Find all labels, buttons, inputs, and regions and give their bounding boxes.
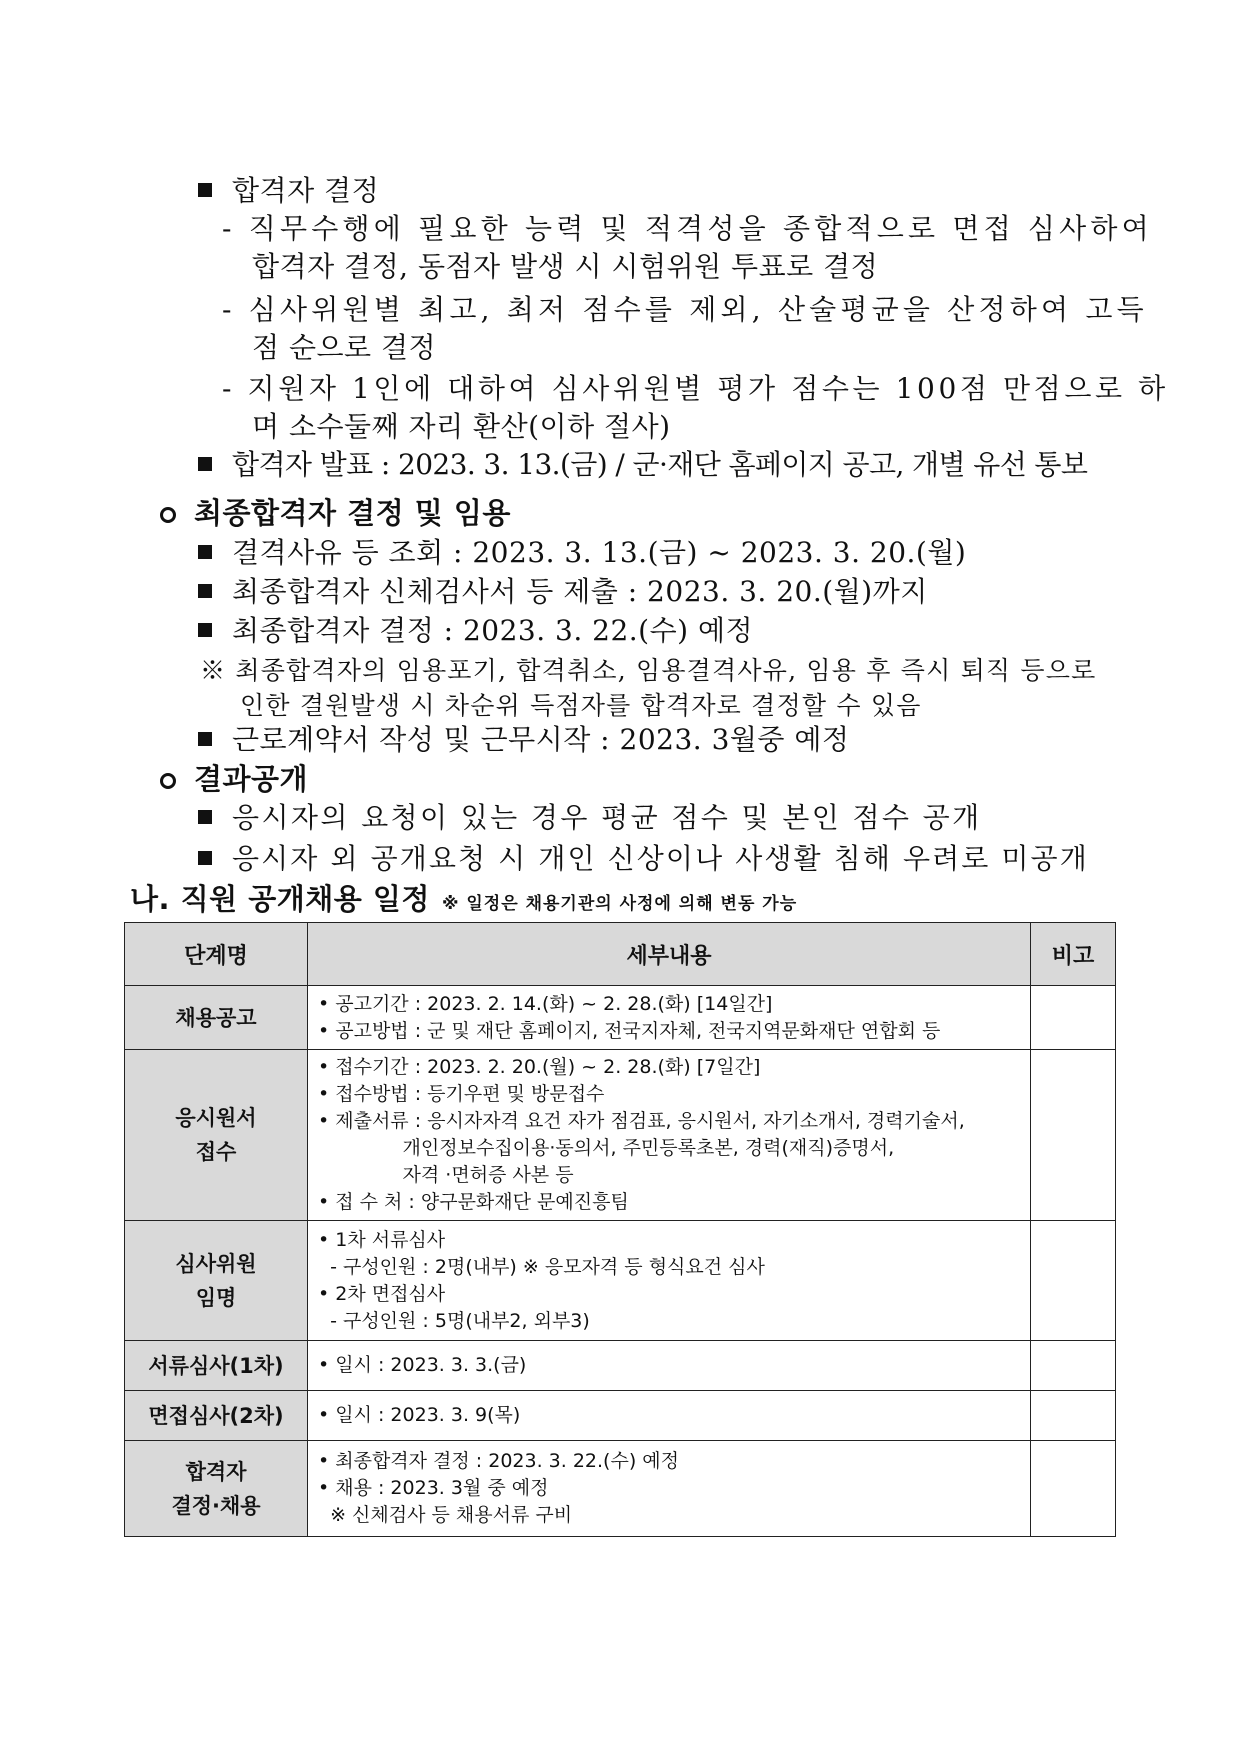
bullet-item bbox=[198, 446, 1087, 484]
detail-line: • 채용 : 2023. 3월 중 예정 bbox=[318, 1477, 549, 1499]
heading-final-selection bbox=[160, 494, 511, 532]
detail-line: • 접 수 처 : 양구문화재단 문예진흥팀 bbox=[318, 1191, 629, 1213]
item-text: - 지원자 1인에 대하여 심사위원별 평가 점수는 100점 만점으로 하 bbox=[222, 372, 1169, 405]
item-text: 점 순으로 결정 bbox=[252, 331, 437, 364]
stage-cell bbox=[125, 1221, 308, 1341]
note-line bbox=[200, 652, 1096, 690]
stage-name-line2: 임명 bbox=[195, 1285, 237, 1310]
remarks-cell bbox=[1031, 1441, 1116, 1537]
circle-bullet-icon bbox=[160, 773, 176, 789]
table-row bbox=[125, 1391, 1116, 1441]
detail-line: • 최종합격자 결정 : 2023. 3. 22.(수) 예정 bbox=[318, 1450, 679, 1472]
bullet-item bbox=[198, 840, 1089, 878]
details-cell bbox=[308, 1050, 1031, 1221]
dash-item bbox=[222, 291, 1148, 329]
item-text: 근로계약서 작성 및 근무시작 : 2023. 3월중 예정 bbox=[232, 723, 850, 756]
detail-line: 개인정보수집이용·동의서, 주민등록초본, 경력(재직)증명서, bbox=[318, 1137, 895, 1159]
item-text: 최종합격자 신체검사서 등 제출 : 2023. 3. 20.(월)까지 bbox=[232, 575, 928, 608]
note-line-cont bbox=[240, 687, 922, 725]
column-header-stage: 단계명 bbox=[125, 923, 308, 986]
stage-name-line2: 접수 bbox=[195, 1140, 237, 1164]
square-bullet-icon bbox=[198, 732, 212, 746]
detail-line: - 구성인원 : 5명(내부2, 외부3) bbox=[318, 1309, 590, 1332]
bullet-item bbox=[198, 172, 379, 210]
item-text: - 심사위원별 최고, 최저 점수를 제외, 산술평균을 산정하여 고득 bbox=[222, 293, 1148, 326]
table-row bbox=[125, 1441, 1116, 1537]
stage-name: 채용공고 bbox=[175, 1005, 257, 1030]
bullet-item bbox=[198, 612, 753, 650]
bullet-item bbox=[198, 534, 966, 572]
detail-line: • 공고방법 : 군 및 재단 홈페이지, 전국지자체, 전국지역문화재단 연합회 등 bbox=[318, 1019, 941, 1042]
item-text: 응시자 외 공개요청 시 개인 신상이나 사생활 침해 우려로 미공개 bbox=[232, 842, 1089, 875]
stage-name: 합격자 bbox=[185, 1459, 247, 1484]
table-row bbox=[125, 1050, 1116, 1221]
stage-name: 응시원서 bbox=[175, 1106, 257, 1130]
details-cell bbox=[308, 1221, 1031, 1341]
details-cell bbox=[308, 1341, 1031, 1391]
details-cell bbox=[308, 986, 1031, 1050]
item-text: 최종합격자 결정 : 2023. 3. 22.(수) 예정 bbox=[232, 614, 754, 647]
bullet-item bbox=[198, 799, 982, 837]
stage-cell bbox=[125, 1341, 308, 1391]
item-text: 응시자의 요청이 있는 경우 평균 점수 및 본인 점수 공개 bbox=[232, 801, 982, 834]
square-bullet-icon bbox=[198, 810, 212, 824]
detail-line: • 2차 면접심사 bbox=[318, 1282, 446, 1305]
stage-name: 면접심사(2차) bbox=[148, 1403, 284, 1428]
remarks-cell bbox=[1031, 1050, 1116, 1221]
detail-line: • 공고기간 : 2023. 2. 14.(화) ~ 2. 28.(화) [14일간] bbox=[318, 992, 773, 1015]
detail-line: • 제출서류 : 응시자자격 요건 자가 점검표, 응시원서, 자기소개서, 경력기술서, bbox=[318, 1110, 965, 1132]
stage-cell bbox=[125, 1050, 308, 1221]
item-text: 며 소수둘째 자리 환산(이하 절사) bbox=[252, 410, 671, 443]
note-text: 인한 결원발생 시 차순위 득점자를 합격자로 결정할 수 있음 bbox=[240, 691, 922, 720]
dash-item-cont bbox=[252, 329, 436, 367]
detail-line: 자격 ·면허증 사본 등 bbox=[318, 1164, 574, 1186]
heading-result-disclosure bbox=[160, 760, 308, 798]
detail-line: • 접수기간 : 2023. 2. 20.(월) ~ 2. 28.(화) [7일간] bbox=[318, 1056, 761, 1078]
dash-item bbox=[222, 370, 1169, 408]
stage-cell bbox=[125, 1441, 308, 1537]
column-header-details: 세부내용 bbox=[308, 923, 1031, 986]
stage-cell bbox=[125, 1391, 308, 1441]
section-heading bbox=[130, 880, 797, 923]
square-bullet-icon bbox=[198, 584, 212, 598]
detail-line: • 1차 서류심사 bbox=[318, 1228, 446, 1251]
square-bullet-icon bbox=[198, 851, 212, 865]
section-note: ※ 일정은 채용기관의 사정에 의해 변동 가능 bbox=[441, 894, 798, 914]
note-text: ※ 최종합격자의 임용포기, 합격취소, 임용결격사유, 임용 후 즉시 퇴직 등으로 bbox=[200, 656, 1097, 685]
item-text: 결격사유 등 조회 : 2023. 3. 13.(금) ~ 2023. 3. 20.(월) bbox=[232, 536, 967, 569]
detail-line: - 구성인원 : 2명(내부) ※ 응모자격 등 형식요건 심사 bbox=[318, 1255, 765, 1278]
bullet-item bbox=[198, 573, 928, 611]
detail-line: • 일시 : 2023. 3. 3.(금) bbox=[318, 1354, 527, 1376]
item-text: 합격자 결정, 동점자 발생 시 시험위원 투표로 결정 bbox=[252, 250, 879, 283]
heading-text: 결과공개 bbox=[194, 762, 309, 796]
detail-line: • 일시 : 2023. 3. 9(목) bbox=[318, 1404, 521, 1426]
square-bullet-icon bbox=[198, 623, 212, 637]
heading-text: 최종합격자 결정 및 임용 bbox=[194, 496, 511, 530]
item-text: 합격자 결정 bbox=[232, 174, 380, 207]
square-bullet-icon bbox=[198, 457, 212, 471]
detail-line: • 접수방법 : 등기우편 및 방문접수 bbox=[318, 1083, 605, 1105]
bullet-item bbox=[198, 721, 849, 759]
remarks-cell bbox=[1031, 1391, 1116, 1441]
square-bullet-icon bbox=[198, 545, 212, 559]
square-bullet-icon bbox=[198, 183, 212, 197]
stage-cell bbox=[125, 986, 308, 1050]
circle-bullet-icon bbox=[160, 507, 176, 523]
detail-line: ※ 신체검사 등 채용서류 구비 bbox=[318, 1504, 573, 1526]
details-cell bbox=[308, 1441, 1031, 1537]
item-text: - 직무수행에 필요한 능력 및 적격성을 종합적으로 면접 심사하여 bbox=[222, 212, 1153, 245]
details-cell bbox=[308, 1391, 1031, 1441]
stage-name: 심사위원 bbox=[175, 1251, 257, 1276]
table-row bbox=[125, 1221, 1116, 1341]
section-title: 나. 직원 공개채용 일정 bbox=[130, 882, 430, 916]
stage-name-line2: 결정·채용 bbox=[171, 1493, 261, 1518]
remarks-cell bbox=[1031, 1341, 1116, 1391]
column-header-remarks: 비고 bbox=[1031, 923, 1116, 986]
dash-item-cont bbox=[252, 408, 671, 446]
recruitment-schedule-table bbox=[124, 922, 1116, 1537]
dash-item bbox=[222, 210, 1153, 248]
table-row bbox=[125, 1341, 1116, 1391]
table-body bbox=[125, 986, 1116, 1537]
remarks-cell bbox=[1031, 1221, 1116, 1341]
table-header-row bbox=[125, 923, 1116, 986]
table-row bbox=[125, 986, 1116, 1050]
item-text: 합격자 발표 : 2023. 3. 13.(금) / 군·재단 홈페이지 공고, 개별 유선 통보 bbox=[232, 448, 1088, 481]
stage-name: 서류심사(1차) bbox=[148, 1353, 284, 1378]
dash-item-cont bbox=[252, 248, 878, 286]
remarks-cell bbox=[1031, 986, 1116, 1050]
